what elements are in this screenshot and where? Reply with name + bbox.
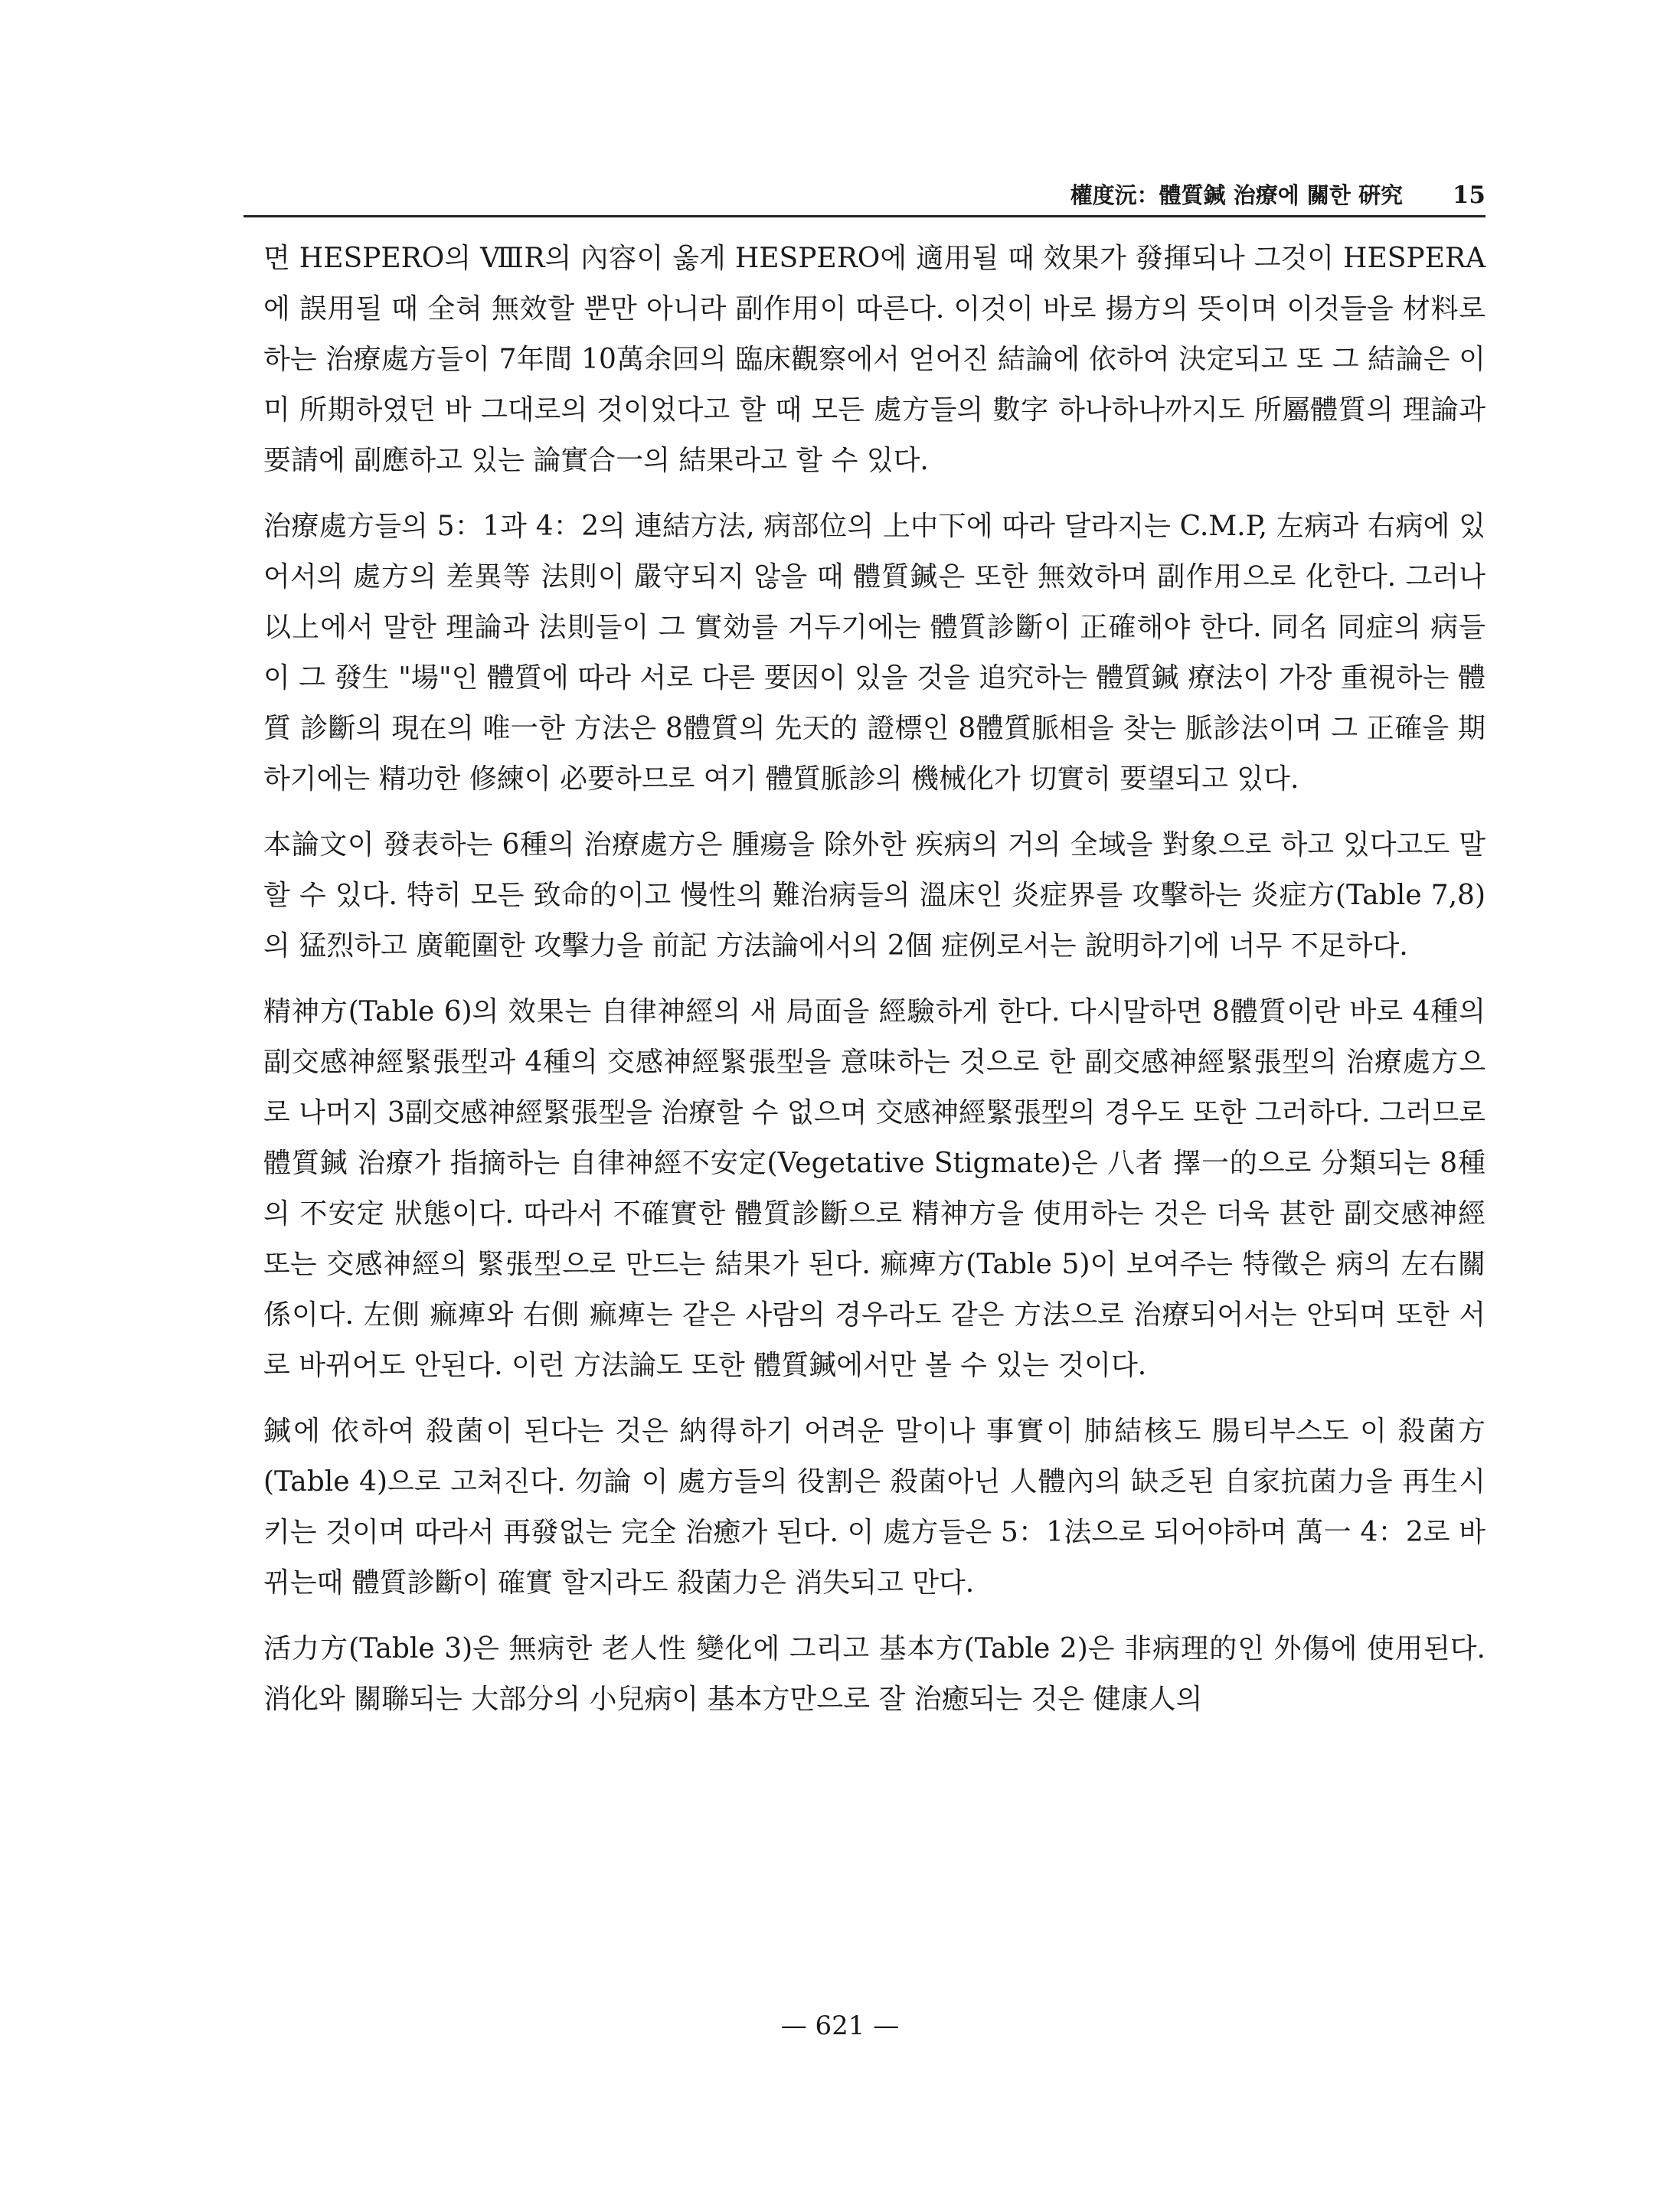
paragraph-6: 活力方(Table 3)은 無病한 老人性 變化에 그리고 基本方(Table 2)은 非病理的인 外傷에 使用된다. 消化와 關聯되는 大部分의 小兒病이 基本方만으로 잘 治癒되는 것은 健康人의 (263, 1633, 1486, 1715)
footer-page-number: — 621 — (780, 2011, 900, 2041)
paragraph-2: 治療處方들의 5：1과 4：2의 連結方法, 病部位의 上中下에 따라 달라지는 C.M.P, 左病과 右病에 있어서의 處方의 差異等 法則이 嚴守되지 않을 때 體質鍼은 또한 無效하며 副作用으로 化한다. 그러나 以上에서 말한 理論과 法則들이 그 實効를 거두기에는 體質診斷이 正確해야 한다. 同名 同症의 病들이 그 發生 "場"인 體質에 따라 서로 다른 要因이 있을 것을 追究하는 體質鍼 療法이 가장 重視하는 體質 診斷의 現在의 唯一한 方法은 8體質의 先天的 證標인 8體質脈相을 찾는 脈診法이며 그 正確을 期하기에는 精功한 修練이 必要하므로 여기 體質脈診의 機械化가 切實히 要望되고 있다. (263, 511, 1486, 795)
running-title: 權度沅：體質鍼 治療에 關한 硏究 (1070, 182, 1403, 208)
paragraph-3: 本論文이 發表하는 6種의 治療處方은 腫瘍을 除外한 疾病의 거의 全域을 對象으로 하고 있다고도 말할 수 있다. 特히 모든 致命的이고 慢性의 難治病들의 溫床인 炎症界를 攻擊하는 炎症方(Table 7,8)의 猛烈하고 廣範圍한 攻擊力을 前記 方法論에서의 2個 症例로서는 說明하기에 너무 不足하다. (263, 829, 1486, 962)
header-page-number: 15 (1452, 181, 1486, 209)
paragraph-1: 면 HESPERO의 ⅧR의 內容이 옳게 HESPERO에 適用될 때 效果가 發揮되나 그것이 HESPERA에 誤用될 때 全혀 無效할 뿐만 아니라 副作用이 따른다. 이것이 바로 揚方의 뜻이며 이것들을 材料로 하는 治療處方들이 7年間 10萬余回의 臨床觀察에서 얻어진 結論에 依하여 決定되고 또 그 結論은 이미 所期하였던 바 그대로의 것이었다고 할 때 모든 處方들의 數字 하나하나까지도 所屬體質의 理論과 要請에 副應하고 있는 論實合一의 結果라고 할 수 있다. (263, 243, 1486, 476)
paragraph-5: 鍼에 依하여 殺菌이 된다는 것은 納得하기 어려운 말이나 事實이 肺結核도 腸티부스도 이 殺菌方(Table 4)으로 고쳐진다. 勿論 이 處方들의 役割은 殺菌아닌 人體內의 缺乏된 自家抗菌力을 再生시키는 것이며 따라서 再發없는 完全 治癒가 된다. 이 處方들은 5：1法으로 되어야하며 萬一 4：2로 바뀌는때 體質診斷이 確實 할지라도 殺菌力은 消失되고 만다. (263, 1416, 1486, 1599)
paragraph-4: 精神方(Table 6)의 效果는 自律神經의 새 局面을 經驗하게 한다. 다시말하면 8體質이란 바로 4種의 副交感神經緊張型과 4種의 交感神經緊張型을 意味하는 것으로 한 副交感神經緊張型의 治療處方으로 나머지 3副交感神經緊張型을 治療할 수 없으며 交感神經緊張型의 경우도 또한 그러하다. 그러므로 體質鍼 治療가 指摘하는 自律神經不安定(Vegetative Stigmate)은 八者 擇一的으로 分類되는 8種의 不安定 狀態이다. 따라서 不確實한 體質診斷으로 精神方을 使用하는 것은 더욱 甚한 副交感神經 또는 交感神經의 緊張型으로 만드는 結果가 된다. 痲痺方(Table 5)이 보여주는 特徵은 病의 左右關係이다. 左側 痲痺와 右側 痲痺는 같은 사람의 경우라도 같은 方法으로 治療되어서는 안되며 또한 서로 바뀌어도 안된다. 이런 方法論도 또한 體質鍼에서만 볼 수 있는 것이다. (263, 996, 1486, 1381)
header-rule (244, 215, 1486, 217)
article-body (263, 234, 1486, 1725)
page-header (244, 178, 1486, 213)
